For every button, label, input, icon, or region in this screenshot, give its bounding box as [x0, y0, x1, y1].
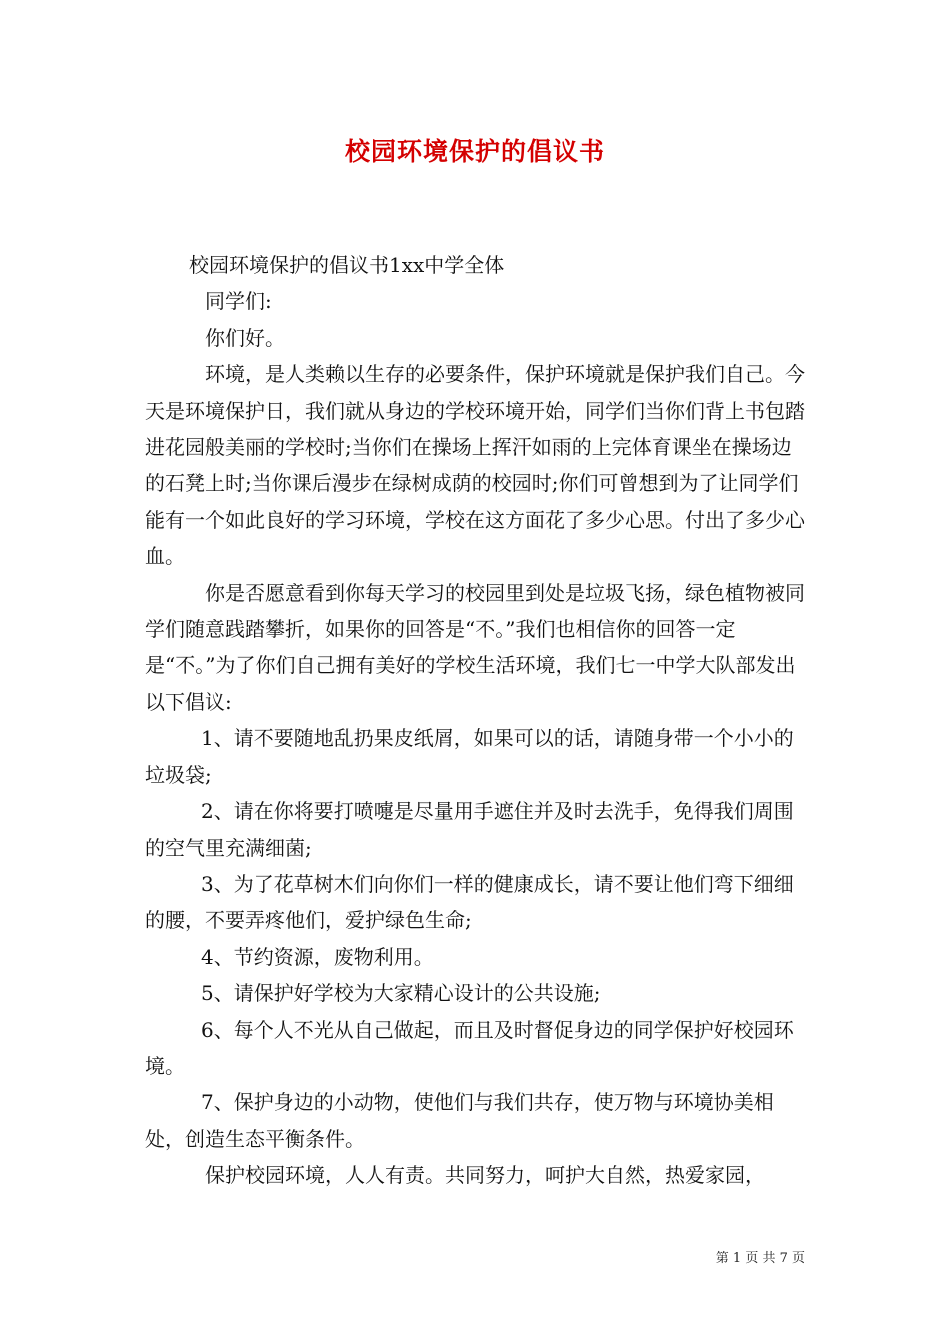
proposal-item-6: 6、每个人不光从自己做起，而且及时督促身边的同学保护好校园环境。 — [145, 1017, 794, 1078]
paragraph-closing: 保护校园环境，人人有责。共同努力，呵护大自然，热爱家园， — [205, 1163, 765, 1188]
proposal-item-4: 4、节约资源，废物利用。 — [201, 944, 434, 969]
proposal-item-1: 1、请不要随地乱扔果皮纸屑，如果可以的话，请随身带一个小小的垃圾袋; — [145, 726, 794, 787]
proposal-item-3: 3、为了花草树木们向你们一样的健康成长，请不要让他们弯下细细的腰，不要弄疼他们，爱护绿色生命; — [145, 871, 794, 933]
paragraph-question: 你是否愿意看到你每天学习的校园里到处是垃圾飞扬，绿色植物被同学们随意践踏攀折，如果你的回答是“不。”我们也相信你的回答一定是“不。”为了你们自己拥有美好的学校生活环境，我们七一中学大队部发出以下倡议: — [145, 580, 805, 714]
document-body — [145, 247, 810, 1194]
paragraph-greeting: 你们好。 — [205, 325, 285, 350]
page-number: 第 1 页 共 7 页 — [715, 1251, 805, 1266]
paragraph-salutation-line1: 校园环境保护的倡议书1xx中学全体 — [189, 253, 505, 277]
proposal-item-2: 2、请在你将要打喷嚏是尽量用手遮住并及时去洗手，免得我们周围的空气里充满细菌; — [145, 799, 794, 860]
paragraph-intro: 环境，是人类赖以生存的必要条件，保护环境就是保护我们自己。今天是环境保护日，我们就从身边的学校环境开始，同学们当你们背上书包踏进花园般美丽的学校时;当你们在操场上挥汗如雨的上完体育课坐在操场边的石凳上时;当你课后漫步在绿树成荫的校园时;你们可曾想到为了让同学们能有一个如此良好的学习环境，学校在这方面花了多少心思。付出了多少心血。 — [145, 362, 805, 569]
proposal-item-5: 5、请保护好学校为大家精心设计的公共设施; — [201, 981, 601, 1006]
proposal-item-7: 7、保护身边的小动物，使他们与我们共存，使万物与环境协美相处，创造生态平衡条件。 — [145, 1090, 774, 1151]
paragraph-salutation-line2: 同学们: — [205, 289, 272, 314]
document-title: 校园环境保护的倡议书 — [344, 137, 605, 166]
